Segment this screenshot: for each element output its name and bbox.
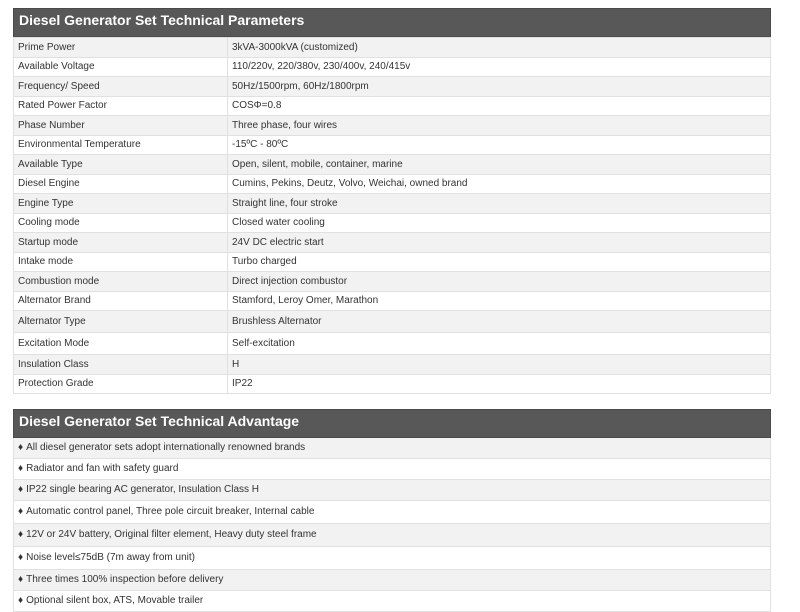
param-label: Combustion mode xyxy=(14,272,228,292)
table-row xyxy=(14,374,771,394)
list-item xyxy=(14,438,770,459)
param-value: Straight line, four stroke xyxy=(228,194,771,214)
table-row xyxy=(14,213,771,233)
list-item xyxy=(14,480,770,501)
table-row xyxy=(14,252,771,272)
param-value: Direct injection combustor xyxy=(228,272,771,292)
param-value: Cumins, Pekins, Deutz, Volvo, Weichai, owned brand xyxy=(228,174,771,194)
advantages-section xyxy=(13,409,771,612)
param-value: Stamford, Leroy Omer, Marathon xyxy=(228,291,771,311)
diamond-bullet-icon: ♦ xyxy=(18,506,24,517)
param-label: Intake mode xyxy=(14,252,228,272)
diamond-bullet-icon: ♦ xyxy=(18,552,24,563)
param-label: Excitation Mode xyxy=(14,333,228,355)
param-label: Engine Type xyxy=(14,194,228,214)
param-label: Cooling mode xyxy=(14,213,228,233)
parameters-title: Diesel Generator Set Technical Parameters xyxy=(13,8,771,37)
table-row xyxy=(14,155,771,175)
advantage-text: Optional silent box, ATS, Movable trailer xyxy=(26,595,204,606)
param-value: H xyxy=(228,355,771,375)
diamond-bullet-icon: ♦ xyxy=(18,574,24,585)
param-label: Alternator Brand xyxy=(14,291,228,311)
table-row xyxy=(14,77,771,97)
param-value: 110/220v, 220/380v, 230/400v, 240/415v xyxy=(228,57,771,77)
param-value: Brushless Alternator xyxy=(228,311,771,333)
param-label: Prime Power xyxy=(14,38,228,58)
param-label: Alternator Type xyxy=(14,311,228,333)
table-row xyxy=(14,333,771,355)
param-label: Phase Number xyxy=(14,116,228,136)
param-value: COSΦ=0.8 xyxy=(228,96,771,116)
table-row xyxy=(14,272,771,292)
list-item xyxy=(14,524,770,547)
table-row xyxy=(14,291,771,311)
list-item xyxy=(14,459,770,480)
advantage-text: 12V or 24V battery, Original filter element, Heavy duty steel frame xyxy=(26,529,317,540)
param-value: -15ºC - 80ºC xyxy=(228,135,771,155)
list-item xyxy=(14,547,770,570)
param-label: Frequency/ Speed xyxy=(14,77,228,97)
param-label: Rated Power Factor xyxy=(14,96,228,116)
advantage-text: Three times 100% inspection before delivery xyxy=(26,574,224,585)
param-label: Environmental Temperature xyxy=(14,135,228,155)
parameters-section xyxy=(13,8,771,394)
table-row xyxy=(14,116,771,136)
parameters-table xyxy=(13,37,771,394)
advantages-list xyxy=(13,438,771,612)
diamond-bullet-icon: ♦ xyxy=(18,442,24,453)
param-label: Diesel Engine xyxy=(14,174,228,194)
param-label: Available Voltage xyxy=(14,57,228,77)
advantage-text: Radiator and fan with safety guard xyxy=(26,463,179,474)
list-item xyxy=(14,501,770,524)
param-value: IP22 xyxy=(228,374,771,394)
param-value: 50Hz/1500rpm, 60Hz/1800rpm xyxy=(228,77,771,97)
diamond-bullet-icon: ♦ xyxy=(18,529,24,540)
advantage-text: All diesel generator sets adopt internationally renowned brands xyxy=(26,442,306,453)
diamond-bullet-icon: ♦ xyxy=(18,463,24,474)
list-item xyxy=(14,570,770,591)
table-row xyxy=(14,135,771,155)
param-value: 3kVA-3000kVA (customized) xyxy=(228,38,771,58)
param-label: Insulation Class xyxy=(14,355,228,375)
advantage-text: IP22 single bearing AC generator, Insulation Class H xyxy=(26,484,260,495)
param-value: Turbo charged xyxy=(228,252,771,272)
param-value: Self-excitation xyxy=(228,333,771,355)
advantages-title: Diesel Generator Set Technical Advantage xyxy=(13,409,771,438)
advantage-text: Automatic control panel, Three pole circuit breaker, Internal cable xyxy=(26,506,315,517)
table-row xyxy=(14,194,771,214)
table-row xyxy=(14,311,771,333)
diamond-bullet-icon: ♦ xyxy=(18,595,24,606)
param-label: Startup mode xyxy=(14,233,228,253)
param-label: Available Type xyxy=(14,155,228,175)
table-row xyxy=(14,38,771,58)
table-row xyxy=(14,233,771,253)
param-value: Closed water cooling xyxy=(228,213,771,233)
param-value: Three phase, four wires xyxy=(228,116,771,136)
table-row xyxy=(14,355,771,375)
param-label: Protection Grade xyxy=(14,374,228,394)
table-row xyxy=(14,57,771,77)
table-row xyxy=(14,174,771,194)
advantage-text: Noise level≤75dB (7m away from unit) xyxy=(26,552,195,563)
param-value: Open, silent, mobile, container, marine xyxy=(228,155,771,175)
table-row xyxy=(14,96,771,116)
diamond-bullet-icon: ♦ xyxy=(18,484,24,495)
param-value: 24V DC electric start xyxy=(228,233,771,253)
